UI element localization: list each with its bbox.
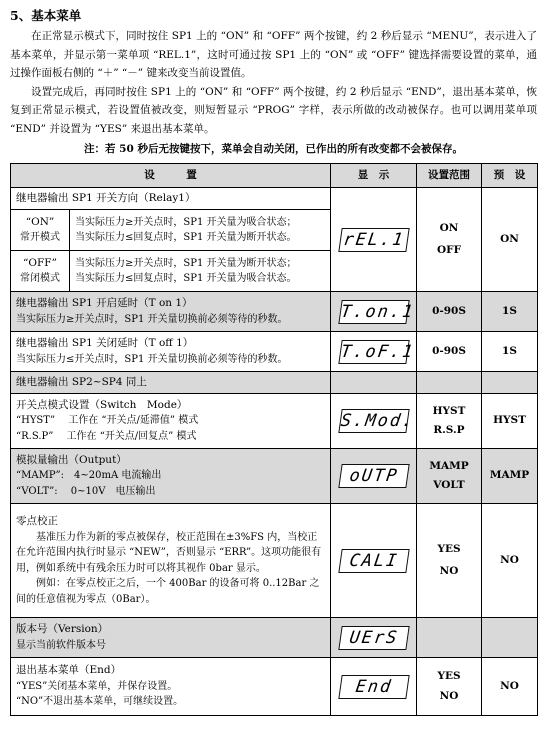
- version-line-1: 版本号（Version）: [16, 623, 109, 635]
- relay-off-label: “OFF”: [23, 256, 57, 269]
- table-row-sp2: [11, 372, 538, 394]
- lcd-display: rEL.1: [338, 228, 409, 252]
- switch-preset: HYST: [482, 394, 538, 449]
- table-row-toff: [11, 332, 538, 372]
- ton-line-1: 继电器输出 SP1 开启延时（T on 1）: [16, 297, 193, 309]
- toff-line-1: 继电器输出 SP1 关闭延时（T off 1）: [16, 337, 194, 349]
- toff-range: 0-90S: [417, 332, 482, 372]
- table-row-output: [11, 449, 538, 504]
- output-preset: MAMP: [482, 449, 538, 504]
- relay-on-label: “ON”: [25, 215, 55, 228]
- relay-on-mode: 常开模式: [20, 232, 60, 243]
- relay-off-line-2: 当实际压力≤回复点时，SP1 开关量为吸合状态。: [75, 273, 297, 284]
- relay-on-line-1: 当实际压力≥开关点时，SP1 开关量为吸合状态；: [75, 216, 297, 228]
- header-display: 显 示: [331, 164, 417, 188]
- zero-paragraph-2: 例如：在零点校正之后，一个 400Bar 的设备可将 0..12Bar 之间的任意值视为零点（0Bar）。: [16, 578, 320, 605]
- relay-title: 继电器输出 SP1 开关方向（Relay1）: [11, 188, 331, 210]
- ton-line-2: 当实际压力≥开关点时，SP1 开关量切换前必须等待的秒数。: [16, 313, 288, 325]
- header-range: 设置范围: [417, 164, 482, 188]
- lcd-display: CALI: [338, 549, 409, 573]
- lcd-display: End: [338, 675, 409, 699]
- intro-paragraph-1: 在正常显示模式下，同时按住 SP1 上的 “ON” 和 “OFF” 两个按键，约 2 秒后显示 “MENU”，表示进入了基本菜单，并显示第一菜单项 “REL.1”，这时可通过按 SP1 上的 “ON” 或 “OFF” 键选择需要设置的菜单，通过操作面板右侧的 “＋” “－” 键来改变当前设置值。: [10, 30, 537, 79]
- table-row-end: [11, 658, 538, 716]
- relay-on-line-2: 当实际压力≤回复点时，SP1 开关量为断开状态。: [75, 232, 297, 243]
- lcd-display: T.on.1: [339, 301, 416, 322]
- output-range-2: VOLT: [433, 478, 465, 491]
- relay-off-mode: 常闭模式: [20, 273, 60, 284]
- table-row-version: [11, 618, 538, 658]
- end-preset: NO: [482, 658, 538, 716]
- switch-range-1: HYST: [432, 405, 466, 417]
- basic-menu-table: [10, 163, 538, 716]
- zero-range-1: YES: [437, 543, 461, 555]
- output-line-2: “MAMP”: 4~20mA 电流输出: [16, 470, 162, 482]
- lcd-display: oUTP: [338, 464, 409, 488]
- lcd-display: S.Mod.: [339, 411, 416, 431]
- zero-range-2: NO: [439, 564, 459, 577]
- header-setting: 设 置: [11, 164, 331, 188]
- table-row-switch: [11, 394, 538, 449]
- ton-range: 0-90S: [417, 292, 482, 332]
- intro-text: [10, 27, 537, 138]
- switch-range-2: R.S.P: [433, 423, 465, 436]
- output-range-1: MAMP: [429, 460, 469, 472]
- relay-display-cell: [331, 188, 417, 292]
- intro-paragraph-2: 设置完成后，再同时按住 SP1 上的 “ON” 和 “OFF” 两个按键，约 2 秒后显示 “END”，退出基本菜单，恢复到正常显示模式，若设置值被改变，则短暂显示 “PROG” 字样，表示所做的改动被保存。也可以调用菜单项 “END” 并设置为 “YES” 来退出基本菜单。: [10, 85, 537, 135]
- header-preset: 预 设: [482, 164, 538, 188]
- toff-line-2: 当实际压力≤开关点时，SP1 开关量切换前必须等待的秒数。: [16, 353, 288, 365]
- lcd-display: UErS: [338, 626, 409, 650]
- table-row-relay-title: [11, 188, 538, 210]
- table-row-zero: [11, 504, 538, 618]
- lcd-display: T.oF.1: [339, 341, 416, 362]
- timeout-note: 注：若 50 秒后无按键按下，菜单会自动关闭，已作出的所有改变都不会被保存。: [84, 143, 463, 155]
- zero-preset: NO: [482, 504, 538, 618]
- relay-preset: ON: [482, 188, 538, 292]
- end-line-2: “YES”关闭基本菜单，并保存设置。: [16, 680, 178, 692]
- relay-range-off: OFF: [436, 243, 462, 256]
- sp2-text: 继电器输出 SP2~SP4 同上: [11, 372, 331, 394]
- switch-line-1: 开关点模式设置（Switch Mode）: [16, 398, 188, 411]
- relay-range-cell: [417, 188, 482, 292]
- end-line-3: “NO”不退出基本菜单，可继续设置。: [16, 696, 184, 708]
- switch-line-2: “HYST” 工作在 “开关点/延滞值” 模式: [16, 415, 199, 427]
- ton-preset: 1S: [482, 292, 538, 332]
- end-range-1: YES: [437, 670, 461, 682]
- zero-title: 零点校正: [16, 515, 58, 527]
- end-range-2: NO: [439, 689, 459, 702]
- end-line-1: 退出基本菜单（End）: [16, 664, 122, 677]
- version-line-2: 显示当前软件版本号: [16, 639, 106, 651]
- toff-preset: 1S: [482, 332, 538, 372]
- relay-range-on: ON: [439, 222, 459, 234]
- output-line-3: “VOLT”: 0~10V 电压输出: [16, 485, 156, 497]
- table-row-ton: [11, 292, 538, 332]
- output-line-1: 模拟量输出（Output）: [16, 453, 127, 466]
- zero-paragraph-1: 基准压力作为新的零点被保存，校正范围在±3%FS 内，当校正在允许范围内执行时显示 “NEW”，否则显示 “ERR”。这项功能很有用，例如系统中有残余压力时可以将其视作 0bar 显示。: [16, 531, 322, 574]
- relay-off-line-1: 当实际压力≥开关点时，SP1 开关量为断开状态；: [75, 257, 297, 269]
- switch-line-3: “R.S.P” 工作在 “开关点/回复点” 模式: [16, 430, 197, 442]
- table-header-row: [11, 164, 538, 188]
- section-title: 5、基本菜单: [10, 8, 82, 23]
